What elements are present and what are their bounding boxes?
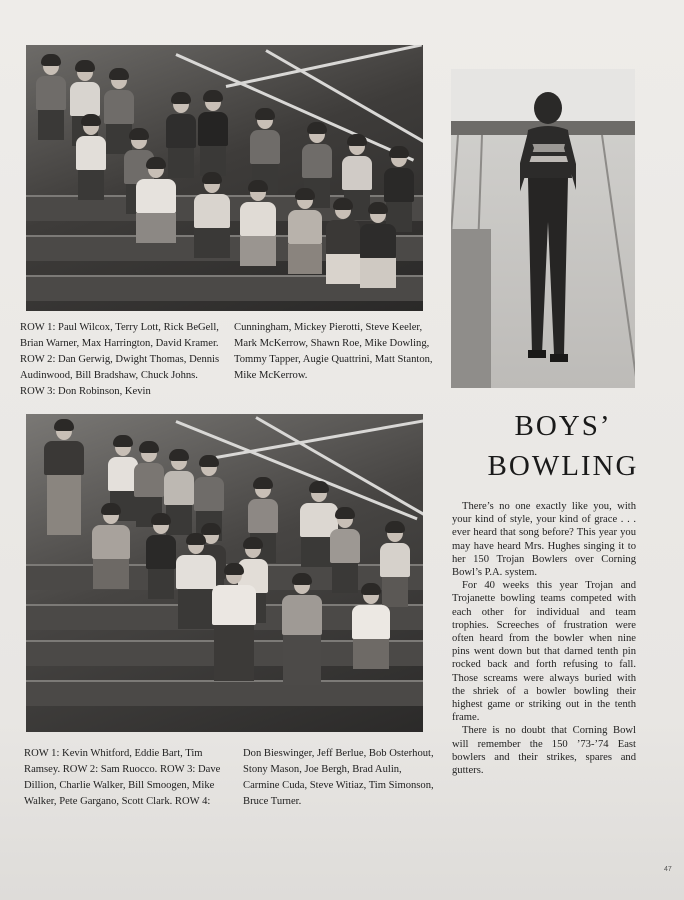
story-paragraph-1: There’s no one exactly like you, with your kind of style, your kind of grace . . . ever heard that song before? This year you may have heard Mrs. Hughes singing it to her 150 Trojan Bowlers over Corning Bowl’s P.A. system. (452, 501, 636, 579)
bowler-figure (520, 92, 576, 362)
team-member (198, 93, 228, 176)
bleacher-step (26, 680, 423, 706)
bottom-group-photo (26, 414, 423, 732)
team-member (352, 586, 390, 669)
team-member (76, 117, 106, 200)
team-member (330, 510, 360, 593)
story-paragraph-2: For 40 weeks this year Trojan and Trojanette bowling teams competed with each other for individual and team trophies. Screeches of frustration were often heard from the bowler when nine pins went down but that darned tenth pin rocked back and forth refusing to fall. Those screams were always buried with the shriek of a bowler bowling their highest game or striking out in the tenth frame. (452, 580, 636, 724)
team-member (326, 201, 360, 284)
ball-return (451, 229, 491, 388)
team-member (194, 175, 230, 258)
team-member (36, 57, 66, 140)
ceiling-beam (255, 416, 423, 519)
team-member (212, 566, 256, 681)
team-member (360, 205, 396, 288)
bottom-photo-caption-left: ROW 1: Kevin Whitford, Eddie Bart, Tim Ramsey. ROW 2: Sam Ruocco. ROW 3: Dave Dillion, Charlie Walker, Bill Smoogen, Mike Walker, Pete Gargano, Scott Clark. ROW 4: (24, 748, 221, 807)
page-title (452, 406, 674, 486)
team-member (176, 536, 216, 629)
bottom-photo-caption-right: Don Bieswinger, Jeff Berlue, Bob Osterhout, Stony Mason, Joe Bergh, Brad Aulin, Carmine Cuda, Steve Witiaz, Tim Simonson, Bruce Turner. (243, 748, 434, 807)
story-paragraph-3: There is no doubt that Corning Bowl will remember the 150 ’73-’74 East bowlers and their strikes, spares and gutters. (452, 725, 636, 777)
team-member (92, 506, 130, 589)
team-member (288, 191, 322, 274)
story-text (452, 500, 636, 777)
team-member (146, 516, 176, 599)
top-group-photo (26, 45, 423, 311)
team-member (282, 576, 322, 685)
title-line-2: BOWLING (487, 450, 639, 482)
team-member (240, 183, 276, 266)
top-photo-caption-right: Cunningham, Mickey Pierotti, Steve Keeler, Mark McKerrow, Shawn Roe, Mike Dowling, Tommy Tapper, Augie Quattrini, Matt Stanton, Mike McKerrow. (234, 322, 433, 381)
page-number: 47 (664, 866, 672, 873)
top-photo-caption-left: ROW 1: Paul Wilcox, Terry Lott, Rick BeGell, Brian Warner, Max Harrington, David Kramer. ROW 2: Dan Gerwig, Dwight Thomas, Dennis Audinwood, Bill Bradshaw, Chuck Johns. ROW 3: Don Robinson, Kevin (20, 322, 220, 397)
title-line-1: BOYS’ (514, 410, 612, 442)
team-member (136, 160, 176, 243)
team-member (44, 422, 84, 535)
